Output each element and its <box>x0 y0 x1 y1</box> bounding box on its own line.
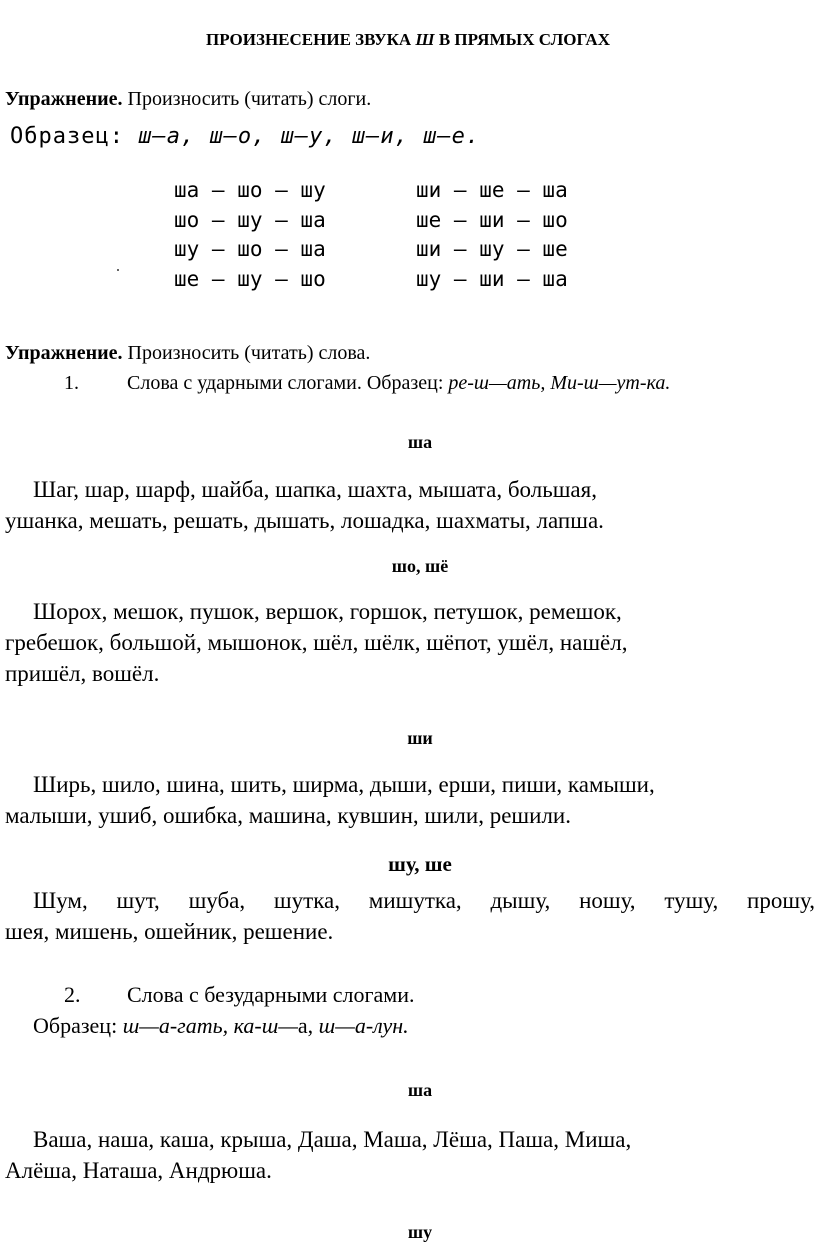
item-2-number: 2. <box>64 982 81 1007</box>
syllable-row: шу — ши — ша <box>416 266 568 291</box>
syllable-row: ше — шу — шо <box>174 266 326 291</box>
page-title: ПРОИЗНЕСЕНИЕ ЗВУКА Ш В ПРЯМЫХ СЛОГАХ <box>206 30 610 49</box>
syllable-row: ши — ше — ша <box>416 178 568 202</box>
sample-2: Образец: ш—а-гать, ка-ш—а, ш—а-лун. <box>33 1013 409 1038</box>
title-letter: Ш <box>415 30 435 49</box>
stray-dot <box>117 269 119 271</box>
exercise-2-text: Произносить (читать) слова. <box>122 342 371 364</box>
group-sha-words: Шаг, шар, шарф, шайба, шапка, шахта, мышата, большая, ушанка, мешать, решать, дышать, лошадка, шахматы, лапша. <box>5 477 604 533</box>
syllables-right-column <box>416 176 568 294</box>
exercise-1-text: Произносить (читать) слоги. <box>122 88 372 110</box>
syllable-row: ши — шу — ше <box>416 237 568 261</box>
group-heading-sha: ша <box>407 432 433 452</box>
group-heading-shu: шу <box>407 1222 433 1242</box>
group-heading-shu-she: шу, ше <box>388 852 452 876</box>
group-heading-sha-2: ша <box>407 1080 433 1100</box>
group-shu-she-words: Шум, шут, шуба, шутка, мишутка, дышу, ношу, тушу, прошу, шея, мишень, ошейник, решение. <box>5 888 815 944</box>
group-shi-words: Ширь, шило, шина, шить, ширма, дыши, ерши, пиши, камыши, малыши, ушиб, ошибка, машина, кувшин, шили, решили. <box>5 772 655 828</box>
syllable-sample: Образец: ш—а, ш—о, ш—у, ш—и, ш—е. <box>10 124 481 149</box>
group-sha-2-words: Ваша, наша, каша, крыша, Даша, Маша, Лёша, Паша, Миша, Алёша, Наташа, Андрюша. <box>5 1127 632 1183</box>
syllable-row: ше — ши — шо <box>416 207 568 232</box>
group-heading-shi: ши <box>407 728 433 748</box>
group-heading-sho: шо, шё <box>391 556 449 576</box>
item-1-text: Слова с ударными слогами. Образец: ре-ш—ать, Ми-ш—ут-ка. <box>127 372 671 394</box>
syllable-row: ша — шо — шу <box>174 178 326 202</box>
exercise-2-label: Упражнение. <box>5 342 123 364</box>
item-2-text: Слова с безударными слогами. <box>127 982 415 1007</box>
syllable-row: шу — шо — ша <box>174 237 326 261</box>
exercise-1 <box>5 88 371 111</box>
syllables-left-column <box>174 176 326 294</box>
exercise-2 <box>5 342 370 365</box>
syllable-row: шо — шу — ша <box>174 207 326 232</box>
group-sho-words: Шорох, мешок, пушок, вершок, горшок, петушок, ремешок, гребешок, большой, мышонок, шёл, шёлк, шёпот, ушёл, нашёл, пришёл, вошёл. <box>5 599 628 686</box>
item-1-number: 1. <box>64 372 79 394</box>
exercise-1-label: Упражнение. <box>5 88 123 110</box>
